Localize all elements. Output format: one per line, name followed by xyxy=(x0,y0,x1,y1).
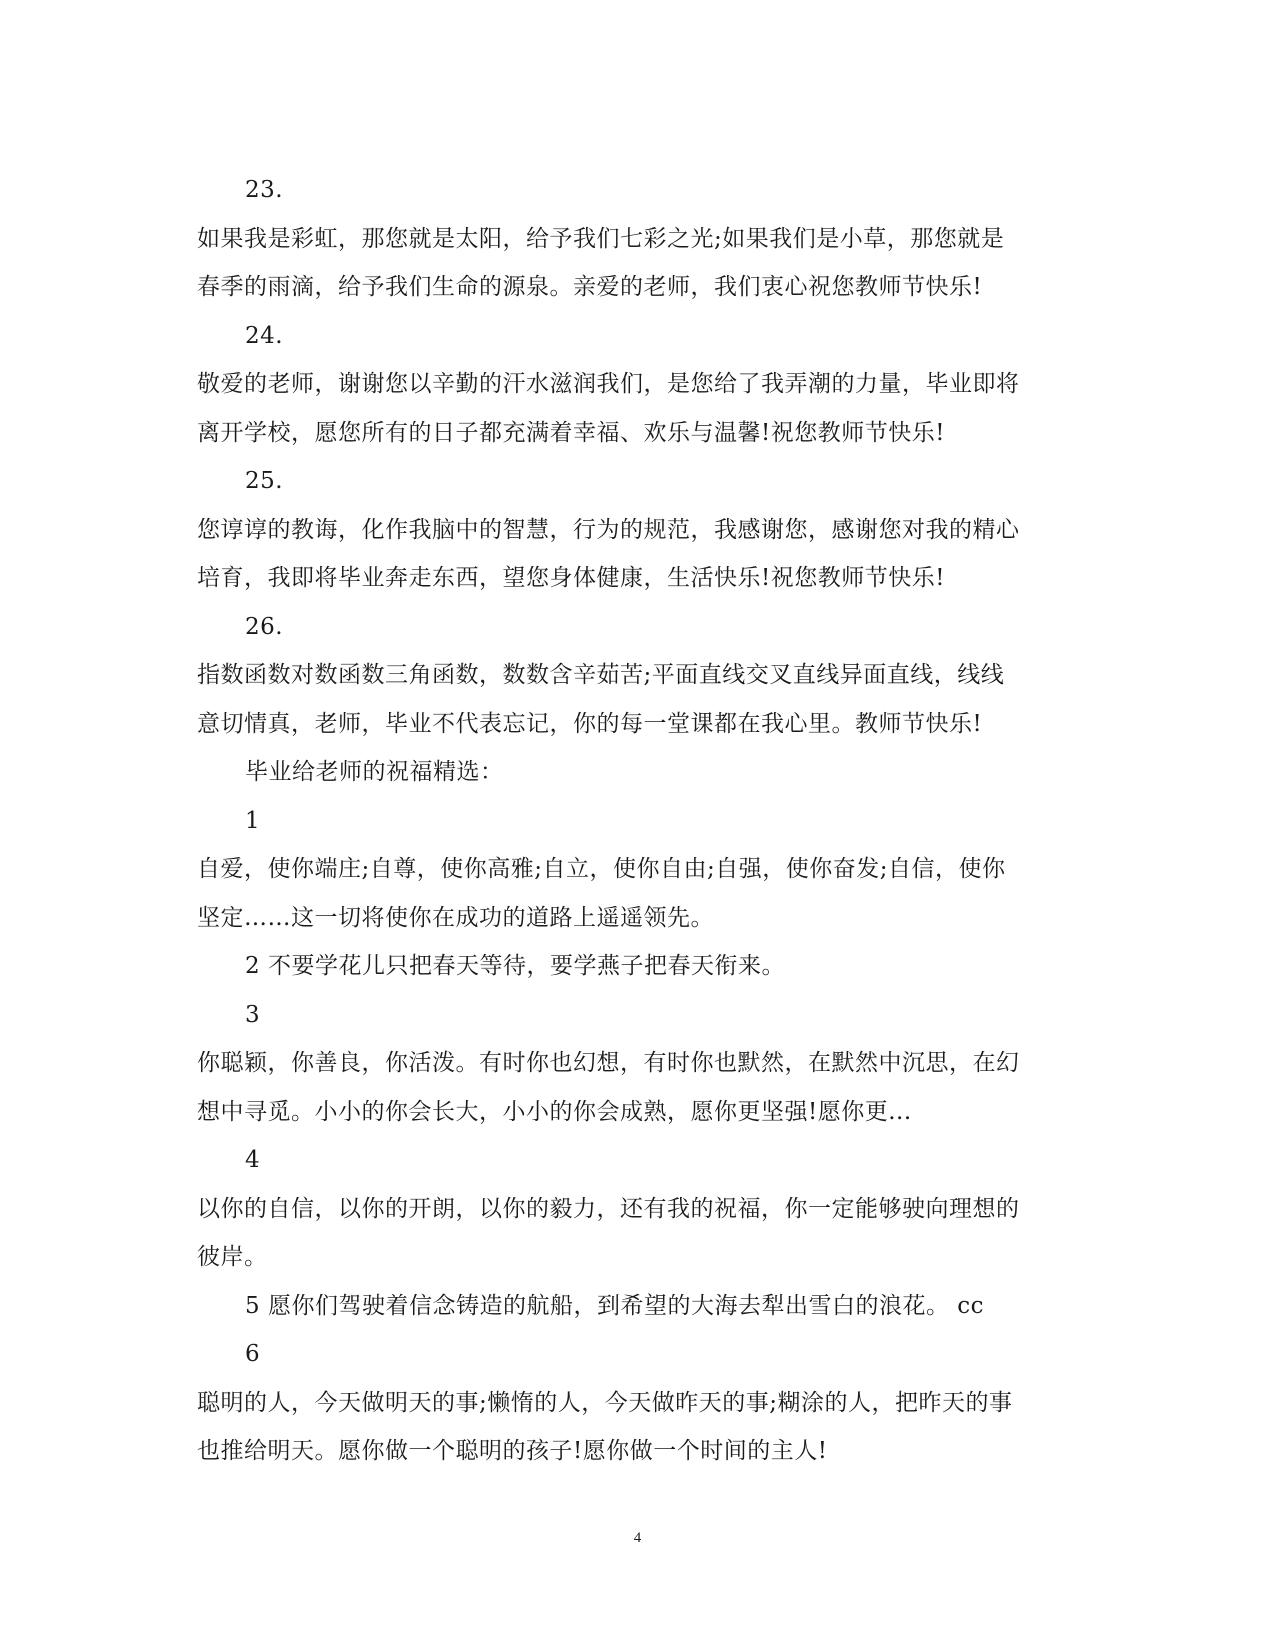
text-line: 培育，我即将毕业奔走东西，望您身体健康，生活快乐!祝您教师节快乐! xyxy=(197,565,945,591)
text-line: 坚定……这一切将使你在成功的道路上遥遥领先。 xyxy=(197,904,714,931)
document-body xyxy=(197,166,1077,1476)
text-line: 23. xyxy=(245,177,284,203)
text-line: 自爱，使你端庄;自尊，使你高雅;自立，使你自由;自强，使你奋发;自信，使你 xyxy=(197,856,1006,882)
text-line: 26. xyxy=(245,613,284,640)
text-line: 你聪颖，你善良，你活泼。有时你也幻想，有时你也默然，在默然中沉思，在幻 xyxy=(197,1050,1020,1076)
text-line: 4 xyxy=(245,1147,261,1173)
text-line: 您谆谆的教诲，化作我脑中的智慧，行为的规范，我感谢您，感谢您对我的精心 xyxy=(197,516,1020,543)
text-line: 离开学校，愿您所有的日子都充满着幸福、欢乐与温馨!祝您教师节快乐! xyxy=(197,419,945,446)
text-line: 春季的雨滴，给予我们生命的源泉。亲爱的老师，我们衷心祝您教师节快乐! xyxy=(197,274,983,300)
text-line: 24. xyxy=(245,322,284,349)
text-line: 2 不要学花儿只把春天等待，要学燕子把春天衔来。 xyxy=(245,953,785,979)
text-line: 想中寻觅。小小的你会长大，小小的你会成熟，愿你更坚强!愿你更... xyxy=(197,1098,912,1125)
text-line: 25. xyxy=(245,468,284,494)
text-line: 6 xyxy=(245,1341,261,1367)
text-line: 也推给明天。愿你做一个聪明的孩子!愿你做一个时间的主人! xyxy=(197,1438,828,1464)
text-line: 聪明的人，今天做明天的事;懒惰的人，今天做昨天的事;糊涂的人，把昨天的事 xyxy=(197,1389,1013,1416)
text-line: 以你的自信，以你的开朗，以你的毅力，还有我的祝福，你一定能够驶向理想的 xyxy=(197,1195,1020,1222)
text-line: 敬爱的老师，谢谢您以辛勤的汗水滋润我们，是您给了我弄潮的力量，毕业即将 xyxy=(197,371,1020,397)
text-line: 彼岸。 xyxy=(197,1244,268,1270)
text-line: 指数函数对数函数三角函数，数数含辛茹苦;平面直线交叉直线异面直线，线线 xyxy=(197,662,1005,688)
page-number: 4 xyxy=(633,1530,642,1546)
text-line: 意切情真，老师，毕业不代表忘记，你的每一堂课都在我心里。教师节快乐! xyxy=(197,710,983,737)
text-line: 1 xyxy=(245,807,261,834)
text-line: 如果我是彩虹，那您就是太阳，给予我们七彩之光;如果我们是小草，那您就是 xyxy=(197,225,1005,252)
text-line: 5 愿你们驾驶着信念铸造的航船，到希望的大海去犁出雪白的浪花。 cc xyxy=(245,1292,985,1319)
text-line: 3 xyxy=(245,1001,261,1028)
text-line: 毕业给老师的祝福精选： xyxy=(245,759,504,785)
